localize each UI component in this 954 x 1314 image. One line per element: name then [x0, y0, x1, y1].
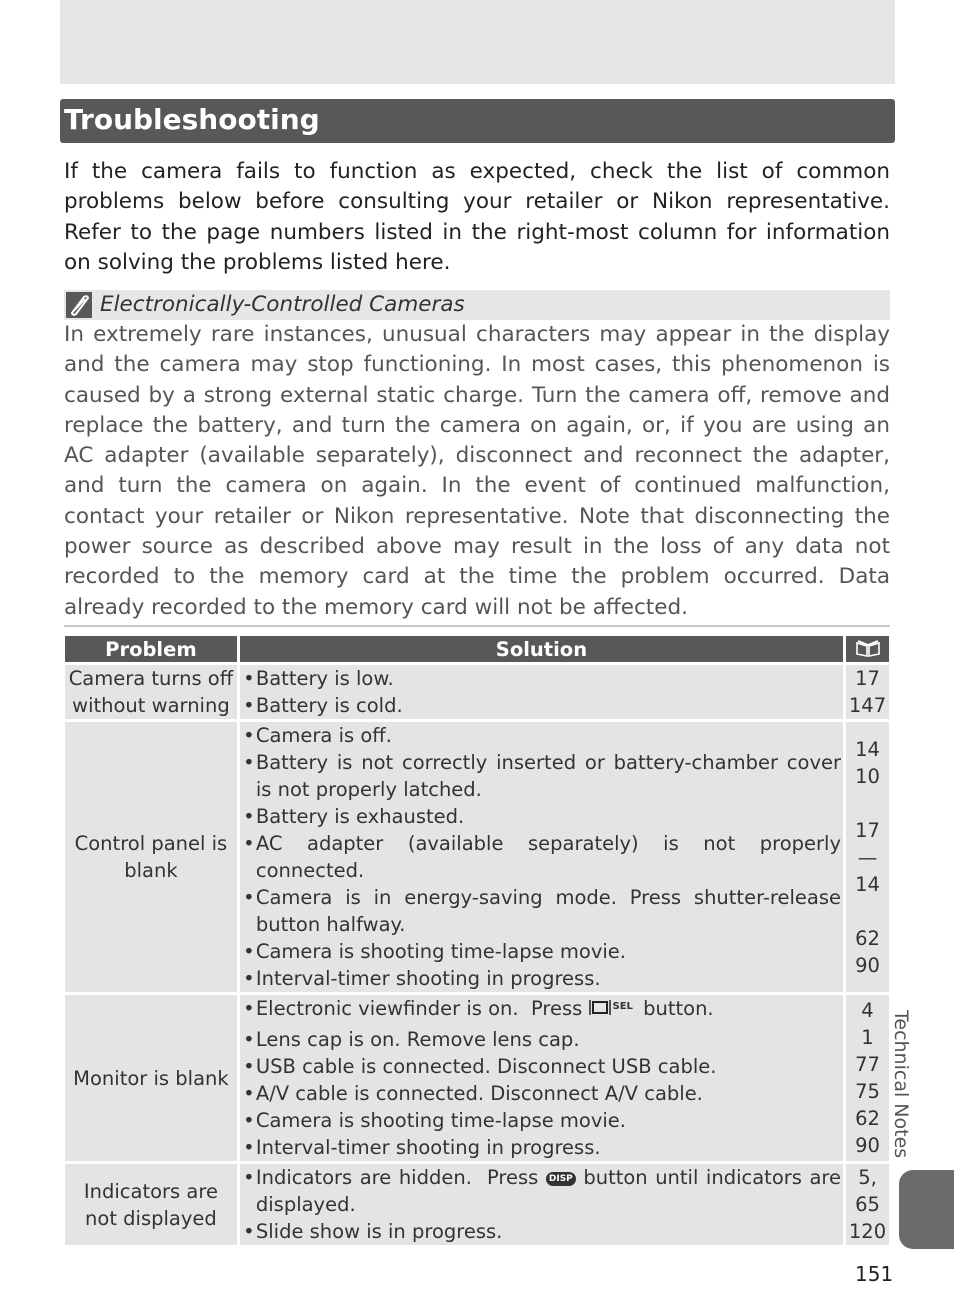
solution-item: • Electronic viewfinder is on. Press $^{SEL}$ button.	[242, 995, 841, 1026]
solution-item: • Interval-timer shooting in progress.	[243, 967, 601, 990]
intro-paragraph: If the camera fails to function as expected, check the list of common problems below before consulting your retailer or Nikon representative. Refer to the page numbers listed in the right-most column for information on solving the problems listed here.	[64, 159, 890, 276]
page-title: Troubleshooting	[64, 103, 320, 136]
page-ref: 90	[855, 1134, 880, 1157]
table-row	[65, 665, 889, 719]
page-ref: 120	[848, 1220, 887, 1243]
table-header-row	[65, 636, 889, 662]
page-ref: —	[857, 845, 878, 869]
problem-cell: Monitor is blank	[65, 995, 237, 1161]
solution-cell	[240, 665, 843, 719]
page-ref: 147	[848, 694, 887, 717]
solution-item: • USB cable is connected. Disconnect USB cable.	[243, 1055, 717, 1078]
solution-item: • Slide show is in progress.	[243, 1220, 503, 1243]
troubleshooting-table	[62, 633, 892, 1248]
table-row	[65, 1164, 889, 1245]
page-cell	[846, 995, 889, 1161]
solution-item: • Battery is cold.	[243, 694, 403, 717]
page-ref: 4	[861, 999, 874, 1022]
solution-item: • Battery is low.	[243, 667, 394, 690]
pencil-note-icon	[66, 292, 92, 318]
page-ref: 5, 65	[855, 1166, 880, 1216]
page-ref: 1	[861, 1026, 874, 1049]
side-tab-label: Technical Notes	[890, 1010, 912, 1159]
table-row	[65, 722, 889, 992]
note-heading	[64, 290, 890, 320]
page-cell	[846, 1164, 889, 1245]
solution-item: • Battery is not correctly inserted or battery-chamber cover is not properly latched.	[243, 751, 841, 801]
solution-cell	[240, 722, 843, 992]
table-row	[65, 995, 889, 1161]
solution-item: • Camera is shooting time-lapse movie.	[243, 1109, 627, 1132]
solution-item: • A/V cable is connected. Disconnect A/V cable.	[243, 1082, 703, 1105]
page-ref: 75	[855, 1080, 880, 1103]
title-bar	[60, 99, 895, 143]
page-ref: 62	[855, 926, 880, 950]
header-solution: Solution	[240, 636, 843, 662]
solution-item: • Indicators are hidden. Press DISP button until indicators are displayed.	[243, 1166, 842, 1216]
sel-label: SEL	[612, 1001, 633, 1012]
side-tab-marker	[899, 1170, 954, 1249]
page-ref: 14	[855, 872, 880, 896]
page-ref: 14	[855, 737, 880, 761]
solution-cell	[240, 995, 843, 1161]
page-ref: 17	[855, 667, 880, 690]
solution-item: • Interval-timer shooting in progress.	[243, 1136, 601, 1159]
solution-item: • Camera is in energy-saving mode. Press shutter-release button halfway.	[243, 886, 841, 936]
problem-cell: Control panel is blank	[65, 722, 237, 992]
page-ref: 62	[855, 1107, 880, 1130]
solution-cell	[240, 1164, 843, 1245]
page-cell	[846, 722, 889, 992]
solution-item: • Camera is shooting time-lapse movie.	[243, 940, 627, 963]
page-number: 151	[855, 1262, 894, 1286]
page-ref: 17	[855, 818, 880, 842]
page-reference-icon	[846, 636, 889, 662]
page-cell	[846, 665, 889, 719]
disp-button-icon: DISP	[546, 1172, 576, 1186]
page-ref: 77	[855, 1053, 880, 1076]
solution-item: • AC adapter (available separately) is not properly connected.	[243, 832, 841, 882]
problem-cell: Indicators are not displayed	[65, 1164, 237, 1245]
problem-cell: Camera turns off without warning	[65, 665, 237, 719]
header-band	[60, 0, 895, 84]
solution-item: • Battery is exhausted.	[243, 805, 465, 828]
header-problem: Problem	[65, 636, 237, 662]
solution-item: • Camera is off.	[243, 724, 392, 747]
page-ref: 10	[855, 764, 880, 788]
solution-item: • Lens cap is on. Remove lens cap.	[243, 1028, 580, 1051]
note-divider	[64, 625, 890, 627]
note-title: Electronically-Controlled Cameras	[100, 292, 465, 317]
page-ref: 90	[855, 953, 880, 977]
note-body: In extremely rare instances, unusual characters may appear in the display and the camera may stop functioning. In most cases, this phenomenon is caused by a strong external static charge. Turn the camera off, remove and replace the battery, and turn the camera on again, or, if you are using an AC adapter (available separately), disconnect and reconnect the adapter, and turn the camera on again. In the event of continued malfunction, contact your retailer or Nikon representative. Note that disconnecting the power source as described above may result in the loss of any data not recorded to the memory card at the time the problem occurred. Data already recorded to the memory card will not be affected.	[64, 322, 890, 620]
